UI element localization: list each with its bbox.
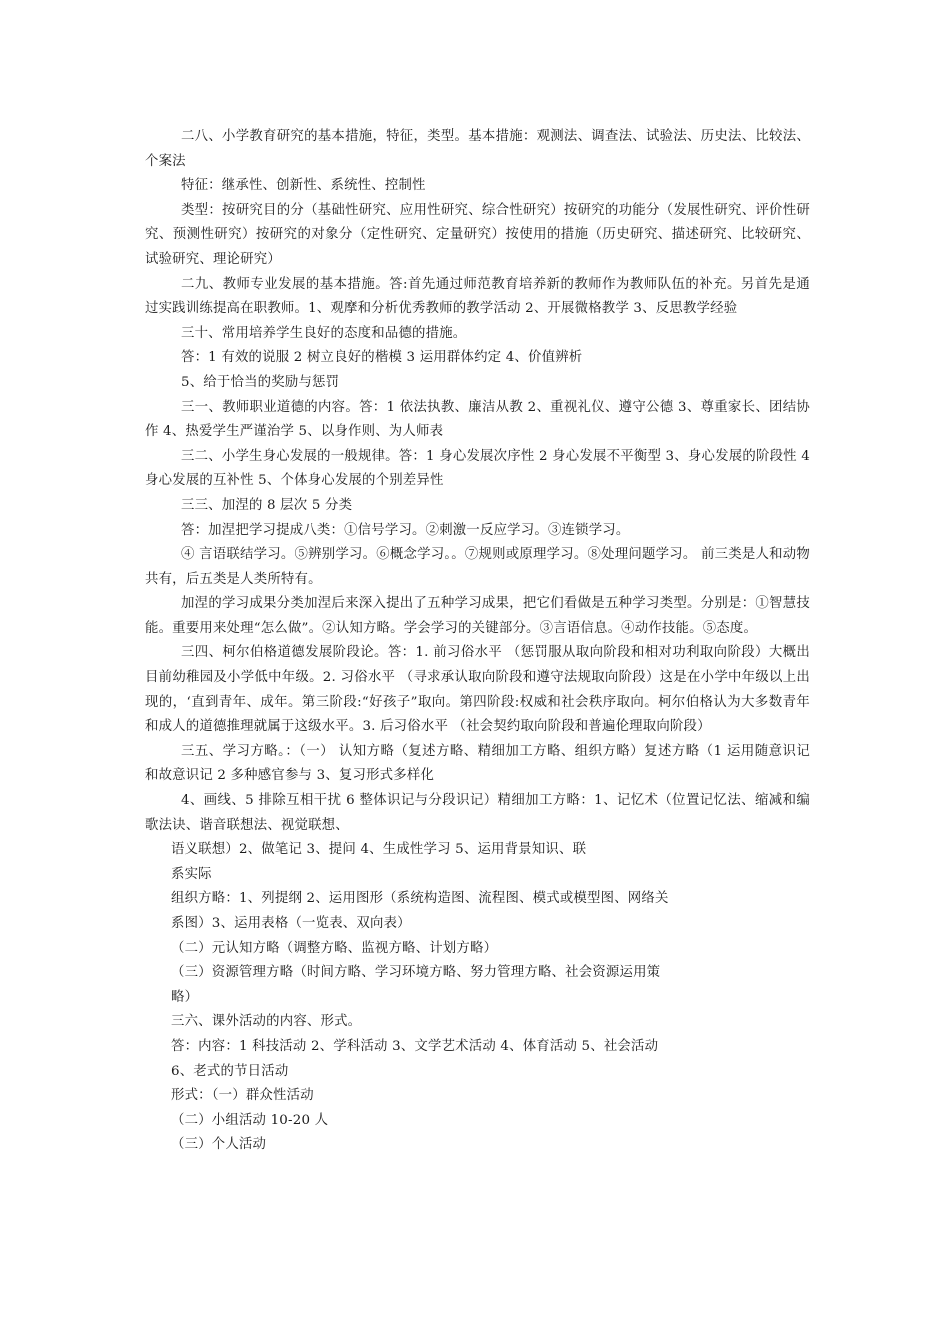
- paragraph: 三六、课外活动的内容、形式。: [171, 1014, 362, 1030]
- paragraph: 加涅的学习成果分类加涅后来深入提出了五种学习成果，把它们看做是五种学习类型。分别是：①智慧技能。重要用来处理“怎么做”。②认知方略。学会学习的关键部分。③言语信息。④动作技能。⑤态度。: [145, 596, 810, 636]
- paragraph: 三四、柯尔伯格道德发展阶段论。答：1. 前习俗水平 （惩罚服从取向阶段和相对功利取向阶段）大概出目前幼稚园及小学低中年级。2. 习俗水平 （寻求承认取向阶段和遵守法规取向阶段）这是在小学中年级以上出现的，‘直到青年、成年。第三阶段:“好孩子”取向。第四阶段:权威和社会秩序取向。柯尔伯格认为大多数青年和成人的道德推理就属于这级水平。3. 后习俗水平 （社会契约取向阶段和普遍伦理取向阶段）: [145, 645, 810, 735]
- paragraph: 6、老式的节日活动: [171, 1063, 289, 1079]
- paragraph: 组织方略：1、列提纲 2、运用图形（系统构造图、流程图、模式或模型图、网络关: [171, 891, 669, 907]
- paragraph: 4、画线、5 排除互相干扰 6 整体识记与分段识记）精细加工方略：1、记忆术（位置记忆法、缩减和编歌法诀、谐音联想法、视觉联想、: [145, 793, 810, 833]
- paragraph: 略）: [171, 989, 199, 1005]
- paragraph: 三十、常用培养学生良好的态度和品德的措施。: [181, 325, 467, 341]
- paragraph: 5、给于恰当的奖励与惩罚: [181, 374, 340, 390]
- document-body: [145, 125, 810, 1158]
- paragraph: ④ 言语联结学习。⑤辨别学习。⑥概念学习。。⑦规则或原理学习。⑧处理问题学习。 前三类是人和动物共有，后五类是人类所特有。: [145, 547, 810, 587]
- paragraph: 三一、教师职业道德的内容。答：1 依法执教、廉洁从教 2、重视礼仪、遵守公德 3、尊重家长、团结协作 4、热爱学生严谨治学 5、以身作则、为人师表: [145, 399, 810, 440]
- paragraph: 答：内容：1 科技活动 2、学科活动 3、文学艺术活动 4、体育活动 5、社会活动: [171, 1038, 659, 1054]
- paragraph: 三五、学习方略。：（一） 认知方略（复述方略、精细加工方略、组织方略）复述方略（1 运用随意识记和故意识记 2 多种感官参与 3、复习形式多样化: [145, 743, 810, 784]
- paragraph: 答：1 有效的说服 2 树立良好的楷模 3 运用群体约定 4、价值辨析: [181, 350, 583, 366]
- paragraph: （三）资源管理方略（时间方略、学习环境方略、努力管理方略、社会资源运用策: [171, 965, 661, 981]
- paragraph: 形式：（一）群众性活动: [171, 1088, 314, 1104]
- paragraph: 二八、小学教育研究的基本措施，特征，类型。基本措施：观测法、调查法、试验法、历史法、比较法、个案法: [145, 129, 810, 169]
- paragraph: （二）小组活动 10-20 人: [171, 1112, 329, 1128]
- paragraph: 特征：继承性、创新性、系统性、控制性: [181, 178, 426, 194]
- paragraph: （二）元认知方略（调整方略、监视方略、计划方略）: [171, 940, 498, 956]
- paragraph: （三）个人活动: [171, 1137, 267, 1153]
- paragraph: 三二、小学生身心发展的一般规律。答：1 身心发展次序性 2 身心发展不平衡型 3、身心发展的阶段性 4 身心发展的互补性 5、个体身心发展的个别差异性: [145, 448, 810, 489]
- paragraph: 语义联想）2、做笔记 3、提问 4、生成性学习 5、运用背景知识、联: [171, 842, 587, 858]
- paragraph: 二九、教师专业发展的基本措施。答:首先通过师范教育培养新的教师作为教师队伍的补充。另首先是通过实践训练提高在职教师。1、观摩和分析优秀教师的教学活动 2、开展微格教学 3、反思教学经验: [145, 276, 810, 317]
- paragraph: 答：加涅把学习提成八类：①信号学习。②刺激一反应学习。③连锁学习。: [181, 522, 630, 538]
- paragraph: 类型：按研究目的分（基础性研究、应用性研究、综合性研究）按研究的功能分（发展性研究、评价性研究、预测性研究）按研究的对象分（定性研究、定量研究）按使用的措施（历史研究、描述研究、比较研究、试验研究、理论研究）: [145, 202, 810, 267]
- paragraph: 系图）3、运用表格（一览表、双向表）: [171, 916, 411, 931]
- paragraph: 系实际: [171, 866, 212, 882]
- paragraph: 三三、加涅的 8 层次 5 分类: [181, 497, 353, 513]
